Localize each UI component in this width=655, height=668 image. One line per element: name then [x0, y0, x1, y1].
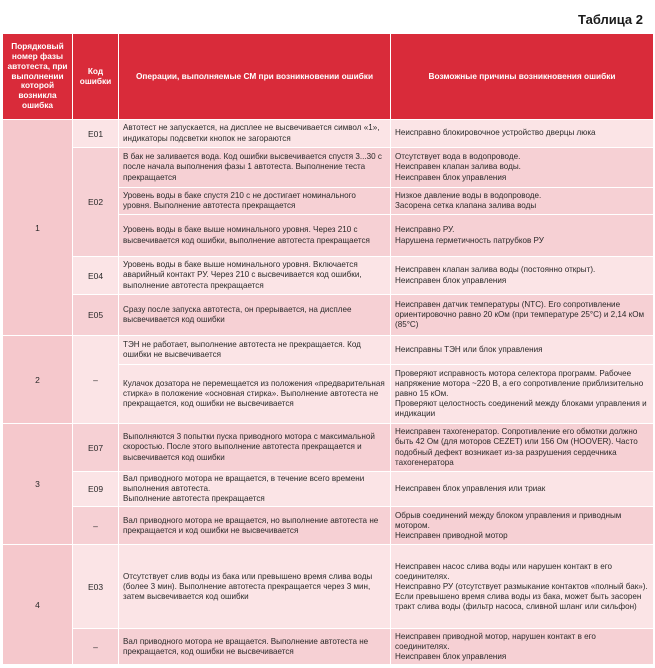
header-operations: Операции, выполняемые СМ при возникновении ошибки: [119, 34, 391, 120]
error-code-table: [2, 33, 654, 665]
cause-text: Неисправен клапан залива воды (постоянно открыт). Неисправен блок управления: [391, 257, 654, 295]
header-step: Порядковый номер фазы автотеста, при выполнении которой возникла ошибка: [3, 34, 73, 120]
cause-text: Неисправен датчик температуры (NTC). Его сопротивление ориентировочно равно 20 кОм (при температуре 25°С) и 2,14 кОм (85°С): [391, 295, 654, 336]
step-cell: 4: [3, 545, 73, 665]
error-code: E03: [73, 545, 119, 629]
operation-text: Вал приводного мотора не вращается, в течение всего времени выполнения автотеста. Выполнение автотеста прекращается: [119, 472, 391, 507]
cause-text: Неисправен тахогенератор. Сопротивление его обмотки должно быть 42 Ом (для моторов CEZET) или 156 Ом (HOOVER). Часто подобный дефект возникает из-за разрушения сердечника тахогенератора: [391, 424, 654, 472]
cause-text: Неисправно РУ. Нарушена герметичность патрубков РУ: [391, 215, 654, 257]
error-code: E05: [73, 295, 119, 336]
operation-text: Выполняются 3 попытки пуска приводного мотора с максимальной скоростью. После этого выполнение автотеста прекращается и высвечивается код ошибки: [119, 424, 391, 472]
cause-text: Отсутствует вода в водопроводе. Неисправен клапан залива воды. Неисправен блок управления: [391, 148, 654, 188]
cause-text: Неисправен блок управления или триак: [391, 472, 654, 507]
operation-text: Уровень воды в баке выше номинального уровня. Через 210 с высвечивается код ошибки, выполнение автотеста прекращается: [119, 215, 391, 257]
step-cell: 2: [3, 336, 73, 424]
step-cell: 1: [3, 120, 73, 336]
step-cell: 3: [3, 424, 73, 545]
operation-text: Кулачок дозатора не перемещается из положения «предварительная стирка» в положение «основная стирка». Выполнение автотеста не прекращается, код ошибки не высвечивается: [119, 365, 391, 424]
table-title: Таблица 2: [577, 12, 643, 27]
error-code: E01: [73, 120, 119, 148]
cause-text: Обрыв соединений между блоком управления и приводным мотором. Неисправен приводной мотор: [391, 507, 654, 545]
error-code: E04: [73, 257, 119, 295]
error-code: E07: [73, 424, 119, 472]
error-code: E09: [73, 472, 119, 507]
error-code: –: [73, 336, 119, 424]
error-code: E02: [73, 148, 119, 257]
operation-text: Вал приводного мотора не вращается, но выполнение автотеста не прекращается и код ошибки не высвечивается: [119, 507, 391, 545]
operation-text: Уровень воды в баке спустя 210 с не достигает номинального уровня. Выполнение автотеста прекращается: [119, 188, 391, 215]
cause-text: Проверяют исправность мотора селектора программ. Рабочее напряжение мотора ~220 В, а его сопротивление приблизительно равно 15 кОм. Проверяют целостность соединений между блоками управления и индикации: [391, 365, 654, 424]
operation-text: Вал приводного мотора не вращается. Выполнение автотеста не прекращается, код ошибки не высвечивается: [119, 629, 391, 665]
cause-text: Неисправен насос слива воды или нарушен контакт в его соединителях. Неисправно РУ (отсутствует размыкание контактов «полный бак»). Если превышено время слива воды из бака, может быть засорен тракт слива воды (фильтр насоса, сливной шланг или сильфон): [391, 545, 654, 629]
operation-text: В бак не заливается вода. Код ошибки высвечивается спустя 3...30 с после начала выполнения фазы 1 автотеста. Выполнение теста прекращается: [119, 148, 391, 188]
cause-text: Неисправно блокировочное устройство дверцы люка: [391, 120, 654, 148]
cause-text: Низкое давление воды в водопроводе. Засорена сетка клапана залива воды: [391, 188, 654, 215]
operation-text: Отсутствует слив воды из бака или превышено время слива воды (более 3 мин). Выполнение автотеста прекращается через 3 мин, затем высвечивается код ошибки: [119, 545, 391, 629]
operation-text: Уровень воды в баке выше номинального уровня. Включается аварийный контакт РУ. Через 210 с высвечивается код ошибки, выполнение автотеста прекращается: [119, 257, 391, 295]
operation-text: ТЭН не работает, выполнение автотеста не прекращается. Код ошибки не высвечивается: [119, 336, 391, 365]
header-code: Код ошибки: [73, 34, 119, 120]
cause-text: Неисправен приводной мотор, нарушен контакт в его соединителях. Неисправен блок управления: [391, 629, 654, 665]
error-code: –: [73, 507, 119, 545]
header-causes: Возможные причины возникновения ошибки: [391, 34, 654, 120]
operation-text: Автотест не запускается, на дисплее не высвечивается символ «1», индикаторы подсветки кнопок не загораются: [119, 120, 391, 148]
error-code: –: [73, 629, 119, 665]
operation-text: Сразу после запуска автотеста, он прерывается, на дисплее высвечивается код ошибки: [119, 295, 391, 336]
cause-text: Неисправны ТЭН или блок управления: [391, 336, 654, 365]
